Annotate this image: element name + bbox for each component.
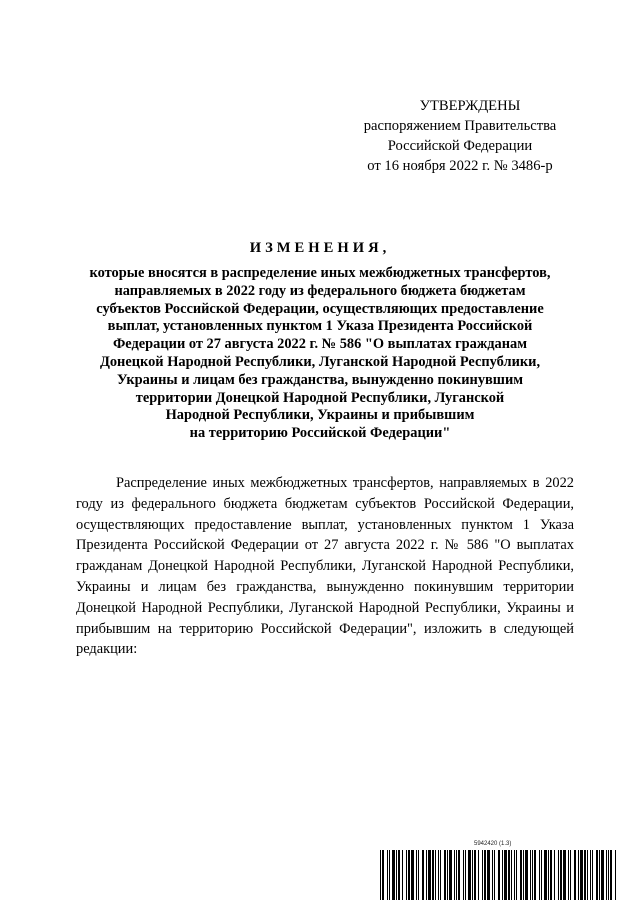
subtitle-line: на территорию Российской Федерации" — [189, 425, 451, 442]
approval-line-1: распоряжением Правительства — [363, 118, 557, 134]
barcode-caption: 5942420 (1.3) — [474, 841, 512, 847]
subtitle-line: субъектов Российской Федерации, осуществляющих предоставление — [96, 300, 544, 317]
barcode-icon — [380, 850, 620, 900]
document-subtitle — [60, 265, 580, 443]
subtitle-line: направляемых в 2022 году из федерального бюджета бюджетам — [114, 282, 526, 299]
barcode — [380, 840, 620, 900]
subtitle-line: Донецкой Народной Республики, Луганской Народной Республики, — [99, 353, 541, 370]
approval-line-2: Российской Федерации — [387, 138, 533, 154]
subtitle-line: Народной Республики, Украины и прибывшим — [165, 407, 475, 424]
approval-block — [340, 96, 580, 176]
subtitle-line: выплат, установленных пунктом 1 Указа Президента Российской — [107, 318, 533, 335]
document-title: ИЗМЕНЕНИЯ, — [249, 240, 391, 256]
subtitle-line: Федерации от 27 августа 2022 г. № 586 "О выплатах гражданам — [112, 336, 528, 353]
approval-heading: УТВЕРЖДЕНЫ — [419, 98, 521, 114]
subtitle-line: Украины и лицам без гражданства, вынужденно покинувшим — [116, 371, 524, 388]
subtitle-line: которые вносятся в распределение иных межбюджетных трансфертов, — [89, 265, 551, 281]
subtitle-line: территории Донецкой Народной Республики, Луганской — [135, 389, 505, 406]
body-paragraph: Распределение иных межбюджетных трансфертов, направляемых в 2022 году из федерального бюджета бюджетам субъектов Российской Федерации, осуществляющих предоставление выплат, установленных пунктом 1 Указа Президента Российской Федерации от 27 августа 2022 г. № 586 "О выплатах гражданам Донецкой Народной Республики, Луганской Народной Республики, Украины и лицам без гражданства, вынужденно покинувшим территории Донецкой Народной Республики, Луганской Народной Республики, Украины и прибывшим на территорию Российской Федерации", изложить в следующей редакции: — [76, 475, 574, 658]
approval-line-3: от 16 ноября 2022 г. № 3486-р — [367, 158, 553, 174]
